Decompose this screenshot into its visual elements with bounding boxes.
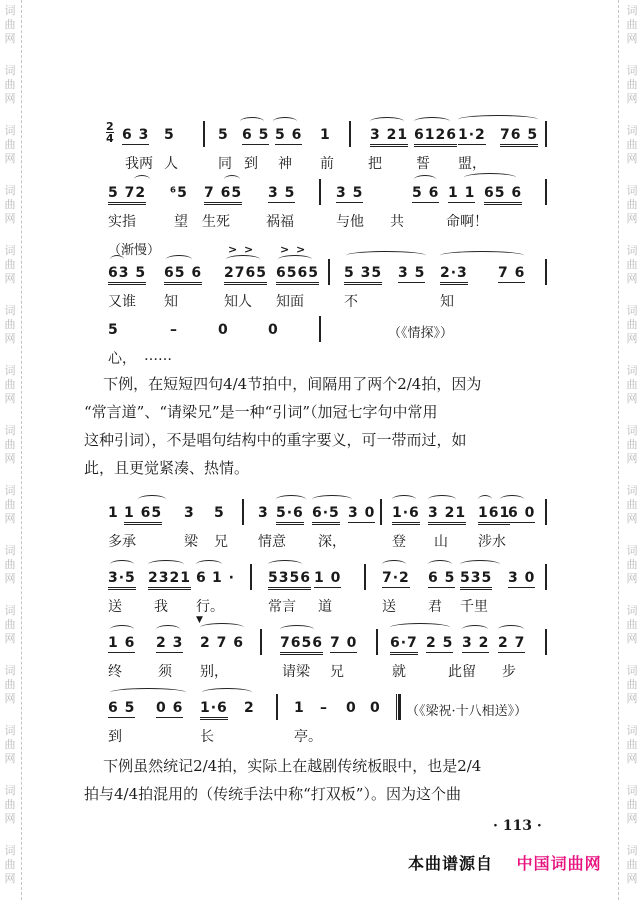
slur [240,117,264,126]
note-group: 7656 [280,635,323,655]
lyric: …… [144,348,172,364]
watermark-text: 词 曲 网 [626,724,638,765]
note-group: 3 21 [428,505,466,525]
note-group: 5 35 [344,265,382,285]
watermark-text: 词 曲 网 [626,64,638,105]
note-group: 0 6 [156,700,184,716]
slur [226,255,260,264]
notation-line [108,570,548,592]
note-group: 5 [164,127,175,143]
slur [392,495,416,504]
note-group: 3 2 [462,635,490,651]
slur [156,625,180,634]
note-group: 6 0 [508,505,536,521]
slur [196,560,222,569]
watermark-text: 词 曲 网 [4,604,16,645]
slur [110,625,134,634]
slur [428,560,452,569]
note-group: 1 0 [314,570,342,586]
barline [545,121,547,147]
lyric: 知人 [224,294,252,310]
slur [346,251,426,260]
notation-line [108,505,548,527]
lyric: 山 [434,534,448,550]
source-citation: （《情探》） [388,326,454,341]
lyric: 亭。 [294,729,322,745]
note-group: 1·6 [392,505,420,525]
notation-line [108,127,548,149]
note-group: – [170,322,178,338]
note-group: 3 0 [508,570,536,586]
note-group: 161 [478,505,510,525]
note-group: 65 6 [484,185,522,205]
body-paragraph-1 [84,370,554,482]
lyric: 誓 [416,156,430,172]
slur [462,625,488,634]
watermark-text: 词 曲 网 [626,304,638,345]
note-group: 6 [196,570,207,586]
accent-mark: > [296,243,306,256]
body-paragraph-2 [84,752,554,808]
lyric: 多承 [108,534,136,550]
note-group: 3 5 [268,185,296,201]
slur [478,495,492,504]
lyric: 兄 [330,664,344,680]
slur [382,560,406,569]
watermark-text: 词 曲 网 [626,4,638,45]
note-group: 0 [218,322,229,338]
watermark-text: 词 曲 网 [626,844,638,885]
watermark-text: 词 曲 网 [626,184,638,225]
lyric: 知面 [276,294,304,310]
note-group: 3 0 [348,505,376,521]
barline [545,564,547,590]
lyric: 生死 [202,214,230,230]
barline [376,629,378,655]
slur [500,495,524,504]
slur [312,495,352,504]
note-group: 2·3 [440,265,468,285]
slur [460,560,500,569]
paragraph-line: 此，且更觉紧凑、热情。 [84,459,250,477]
lyric: 望 [174,214,188,230]
watermark-text: 词 曲 网 [626,784,638,825]
slur [280,625,314,634]
watermark-text: 词 曲 网 [626,364,638,405]
note-group: 6126 [414,127,457,147]
note-group: 5356 [268,570,311,590]
watermark-text: 词 曲 网 [4,784,16,825]
lyric: 君 [428,599,442,615]
watermark-text: 词 曲 网 [4,124,16,165]
barline [349,121,351,147]
final-double-barline [396,694,401,720]
page-number: · 113 · [493,818,542,834]
barline [203,121,205,147]
barline [250,564,252,590]
slur [224,175,240,184]
watermark-text: 词 曲 网 [4,664,16,705]
notation-line [108,615,548,657]
lyric: 把 [368,156,382,172]
slur [440,251,524,260]
lyric: 前 [320,156,334,172]
note-group: 5 6 [275,127,303,143]
lyrics-line [108,291,548,311]
lyric: 到 [108,729,122,745]
watermark-text: 词 曲 网 [626,424,638,465]
note-group: 3 5 [398,265,426,281]
lyric: 终 [108,664,122,680]
lyric: 知 [440,294,454,310]
lyric: 常言 [268,599,296,615]
note-group: 63 5 [108,265,146,285]
note-group: 3 5 [336,185,364,201]
slur [110,688,186,697]
barline [380,499,382,525]
slur [498,625,524,634]
watermark-text: 词 曲 网 [4,724,16,765]
note-group: 7·2 [382,570,410,586]
note-group: 1·2 [458,127,486,143]
lyric: 兄 [214,534,228,550]
note-group: 1 · [212,570,235,586]
note-group: 6565 [276,265,319,285]
slur [414,117,450,126]
barline [545,259,547,285]
note-group: 6 3 [122,127,150,143]
right-watermark-column [622,0,640,900]
notation-line [108,185,548,207]
watermark-text: 词 曲 网 [4,64,16,105]
note-group: 1 [108,505,119,521]
lyric: 步 [502,664,516,680]
note-group: 1 [294,700,305,716]
note-group: 3·5 [108,570,136,590]
lyric: 行。 [196,599,224,615]
lyric: 送 [108,599,122,615]
watermark-text: 词 曲 网 [4,544,16,585]
lyric: 又谁 [108,294,136,310]
tempo-marking: （渐慢） [108,243,161,258]
lyric: 深， [318,534,346,550]
paragraph-line: 拍与4/4拍混用的（传统手法中称“打双板”）。因为这个曲 [84,785,461,803]
note-group: 2 7 [498,635,526,651]
note-group: 1 6 [108,635,136,651]
slur [138,495,166,504]
note-group: 5 72 [108,185,146,205]
footer-label: 本曲谱源自 [408,854,494,873]
lyric: 涉水 [478,534,506,550]
note-group: 5 [214,505,225,521]
lyric: 情意 [258,534,286,550]
left-dashed-border [21,0,22,900]
slur [166,255,192,264]
note-group: 2 [244,700,255,716]
note-group: 6·5 [312,505,340,525]
lyrics-line [108,211,548,231]
lyrics-line [108,153,548,173]
lyric: 梁 [184,534,198,550]
lyric: 命啊！ [446,214,488,230]
lyric: 祸福 [266,214,294,230]
watermark-text: 词 曲 网 [626,244,638,285]
paragraph-line: “常言道”、“请梁兄”是一种“引词”（加冠七字句中常用 [84,403,438,421]
lyric: 就 [392,664,406,680]
lyric: 我 [154,599,168,615]
barline [545,179,547,205]
note-group: 6 5 [108,700,136,716]
note-group: 7 0 [330,635,358,651]
note-group: 1 [320,127,331,143]
accent-mark: > [280,243,290,256]
lyric: 神 [278,156,292,172]
note-group: 7 65 [204,185,242,205]
lyric: 知 [164,294,178,310]
slur [390,623,450,632]
note-group: 2321 [148,570,191,590]
slur [268,560,302,569]
lyric: 不 [344,294,358,310]
note-group: 5·6 [276,505,304,525]
watermark-text: 词 曲 网 [626,484,638,525]
slur [464,173,516,182]
watermark-text: 词 曲 网 [626,604,638,645]
watermark-text: 词 曲 网 [4,304,16,345]
paragraph-line: 下例，在短短四句4/4节拍中，间隔用了两个2/4拍，因为 [84,375,482,393]
note-group: 7 6 [498,265,526,281]
source-citation: （《梁祝·十八相送》） [406,704,528,719]
note-group: 0 [370,700,381,716]
note-group: 5 [108,322,119,338]
note-group: 6 5 [242,127,270,143]
lyric: 别， [200,664,228,680]
lyric: 送 [382,599,396,615]
note-group: 1·6 [200,700,228,720]
notation-line [108,322,548,344]
watermark-text: 词 曲 网 [626,664,638,705]
accent-mark: > [244,243,254,256]
lyrics-line [108,596,548,616]
lyrics-line [108,661,548,681]
barline [364,564,366,590]
lyric: 道 [318,599,332,615]
barline [319,316,321,342]
slur [458,115,538,124]
watermark-text: 词 曲 网 [626,544,638,585]
note-group: 3 21 [370,127,408,147]
slur [110,560,134,569]
lyric: 同 [218,156,232,172]
note-group: 0 [268,322,279,338]
fermata-marker-icon: ▼ [196,615,203,625]
lyric: 长 [200,729,214,745]
time-sig-top: 2 [106,120,114,133]
barline [260,629,262,655]
barline [328,259,330,285]
watermark-text: 词 曲 网 [4,184,16,225]
watermark-text: 词 曲 网 [4,484,16,525]
watermark-text: 词 曲 网 [4,844,16,885]
note-group: 5 [218,127,229,143]
slur [200,623,244,632]
slur [278,255,312,264]
lyric: 千里 [460,599,488,615]
lyric: 到 [244,156,258,172]
note-group: 2 7 6 [200,635,244,651]
right-dashed-border [618,0,619,900]
slur [134,175,150,184]
note-group: 2765 [224,265,267,285]
slur [276,495,306,504]
note-group: 3 [184,505,195,521]
paragraph-line: 这种引词），不是唱句结构中的重字要义，可一带而过，如 [84,431,467,449]
lyric: 人 [164,156,178,172]
note-group: 2 3 [156,635,184,651]
watermark-text: 词 曲 网 [626,124,638,165]
lyric: 心， [108,351,136,367]
slur [202,688,252,697]
lyrics-line [108,348,548,368]
note-group: 65 6 [164,265,202,285]
barline [545,629,547,655]
note-group: 5 6 [412,185,440,201]
note-group: 2 5 [426,635,454,651]
lyric: 我两 [125,156,153,172]
note-group: 1 65 [124,505,162,525]
lyric: 登 [392,534,406,550]
slur [148,560,184,569]
note-group: 0 [346,700,357,716]
slur [370,117,404,126]
left-watermark-column [0,0,20,900]
slur [414,175,436,184]
brand-link[interactable]: 中国词曲网 [516,854,602,873]
lyric: 与他 [336,214,364,230]
lyric: 须 [158,664,172,680]
barline [545,499,547,525]
note-group: 1 1 [448,185,476,201]
lyrics-line [108,726,548,746]
paragraph-line: 下例虽然统记2/4拍，实际上在越剧传统板眼中，也是2/4 [84,757,482,775]
watermark-text: 词 曲 网 [4,364,16,405]
note-group: 76 5 [500,127,538,147]
watermark-text: 词 曲 网 [4,244,16,285]
lyrics-line [108,531,548,551]
slur [110,255,124,264]
watermark-text: 词 曲 网 [4,424,16,465]
lyric: 请梁 [282,664,310,680]
note-group: 6·7 [390,635,418,655]
time-sig-bottom: 4 [106,132,114,145]
slur [273,117,297,126]
note-group: – [320,700,328,716]
note-group: 3 [258,505,269,521]
lyric: 此留 [448,664,476,680]
barline [319,179,321,205]
lyric: 共 [390,214,404,230]
slur [428,495,456,504]
accent-mark: > [228,243,238,256]
note-group: ⁶5 [170,185,188,201]
lyric: 实指 [108,214,136,230]
watermark-text: 词 曲 网 [4,4,16,45]
lyric: 盟， [458,156,486,172]
barline [276,694,278,720]
source-footer [408,851,602,874]
barline [242,499,244,525]
note-group: 535 [460,570,492,590]
note-group: 6 5 [428,570,456,586]
